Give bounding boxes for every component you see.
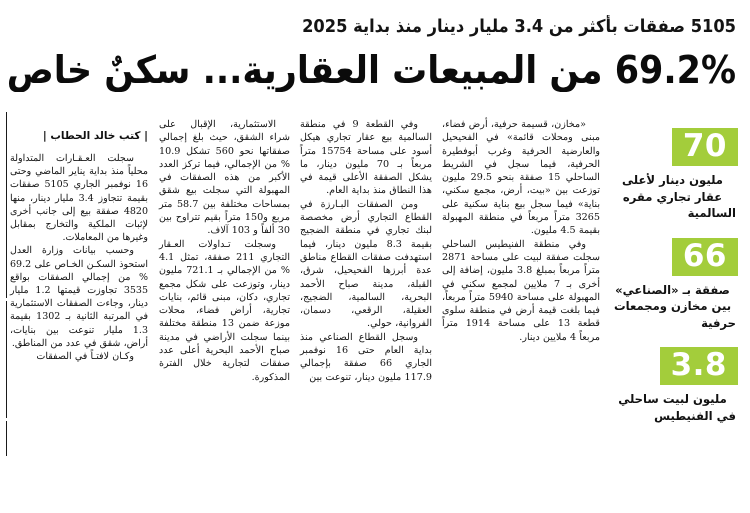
- rule-break: [6, 298, 9, 301]
- rule-break: [6, 418, 9, 421]
- stat-number-badge: 66: [672, 238, 738, 276]
- paragraph: وفي القطعة 9 في منطقة السالمية بيع عقار تجاري هيكل أسود على مساحة 15754 متراً مربعاً بـ 70 مليون دينار، ما يشكل الصفقة الأعلى قيمة في هذا النطاق منذ بداية العام.: [300, 119, 432, 197]
- stat-caption: مليون لبيت ساحلي في الفنيطيس: [618, 392, 736, 423]
- paragraph: وحسب بيانات وزارة العدل استحوذ السكـن الخـاص على 69.2 % من إجمالي الصفقات بواقع 3535 تجاوزت قيمتها 1.2 مليار دينار، وجاءت الصفقات الاستثمارية في المرتبة الثانية بـ 1302 بقيمة 1.3 مليار تنوعت بين بنايات، أراض، شقق في عدد من المناطق.: [10, 245, 148, 349]
- stat-block: [607, 128, 738, 222]
- article-headline: 69.2% من المبيعات العقارية... سكنٌ خاص: [6, 48, 736, 93]
- stat-block: [607, 238, 738, 332]
- article-header: [0, 0, 750, 118]
- byline: | كتب خالد الحطاب |: [42, 130, 148, 142]
- article-body: [0, 118, 750, 461]
- paragraph: وكـان لافتـاً في الصفقات: [36, 351, 134, 363]
- paragraph: وفي منطقة الفنيطيس الساحلي سجلت صفقة لبيت على مساحة 2871 متراً مربعاً بمبلغ 3.8 مليون، إضافة إلى أخرى بـ 7 ملايين لمجمع سكني في المهبولة على مساحة 5940 متراً مربعاً، فيما بلغت قيمة أرض في منطقة سلوى قطعة 13 على مساحة 1914 متراً مربعاً 4 ملايين دينار.: [442, 238, 600, 343]
- text-column-1: [4, 118, 154, 461]
- stats-sidebar: [605, 118, 742, 461]
- paragraph: «مخازن، قسيمة حرفية، أرض فضاء، مبنى ومحلات قائمة» في الفحيحيل والعارضية الحرفية وغرب أبوفطيرة الحرفية، فيما سجل في الشريط الساحلي 15 صفقة بنحو 29.5 مليون توزعت بين «بيت، أرض، مجمع سكني، بناية» فيما سجل بيع بناية سكنية على 3265 متراً مربعاً في منطقة المهبولة بقيمة 4.5 مليون.: [442, 119, 600, 237]
- paragraph: الاستثمارية، الإقبال على شراء الشقق، حيث بلغ إجمالي صفقاتها نحو 560 تشكل 10.9 % من الإجمالي، فيما تركز العدد الأكبر من هذه الصفقات في المهبولة التي سجلت بيع شقق بمساحات مختلفة بين 58.7 متر مربع و150 متراً بقيم تتراوح بين 30 ألفاً و 103 آلاف.: [159, 119, 290, 237]
- paragraph: ومن الصفقات البـارزة في القطاع التجاري أرض مخصصة لبنك تجاري في منطقة الضجيج بقيمة 8.3 مليون دينار، فيما استهدفت صفقات القطاع مناطق عدة أبرزها الفحيحيل، شرق، القبلة، مدينة صباح الأحمد البحرية، السالمية، الضجيج، العقيلة، الرقعي، دسمان، الفروانية، حولي.: [300, 198, 433, 330]
- paragraph: سجلت العـقـارات المتداولة محلياً منذ بداية يناير الماضي وحتى 16 نوفمبر الجاري 5105 صفقات بقيمة تتجاوز 3.4 مليار دينار، منها 4820 صفقة بيع إلى جانب أخرى لإثبات الملكية والتخارج بمقابل وغيرها من المعاملات.: [10, 153, 148, 244]
- paragraph: وسجل القطاع الصناعي منذ بداية العام حتى 16 نوفمبر الجاري 66 صفقة بإجمالي 117.9 مليون دينار، تنوعت بين: [300, 331, 432, 383]
- text-column-3: [295, 118, 437, 461]
- article-kicker: 5105 صفقات بأكثر من 3.4 مليار دينار منذ بداية 2025: [302, 17, 736, 37]
- rule-break: [6, 464, 9, 467]
- stat-caption: صفقة بـ «الصناعي» بين مخازن ومجمعات حرفية: [613, 282, 736, 330]
- stat-caption: مليون دينار لأعلى عقار تجاري مقره السالمية: [622, 173, 736, 220]
- stat-number-badge: 3.8: [660, 347, 738, 385]
- stat-number-badge: 70: [672, 128, 738, 166]
- text-column-2: [154, 118, 295, 461]
- page-edge-rule: [6, 112, 7, 456]
- paragraph: وسجلت تـداولات العـقار التجاري 211 صفقة، تمثل 4.1 % من الإجمالي بـ 721.1 مليون دينار، وتوزعت على شكل مجمع تجاري، دكان، مبنى قائم، بنايات تجارية، أراض فضاء، محلات موزعة ضمن 13 منطقة مختلفة بينما سجلت الأراضي في مدينة صباح الأحمد البحرية أعلى عدد صفقات لتجارية خلال الفترة المذكورة.: [159, 238, 290, 383]
- stat-block: [607, 347, 738, 424]
- text-column-4: [437, 118, 605, 461]
